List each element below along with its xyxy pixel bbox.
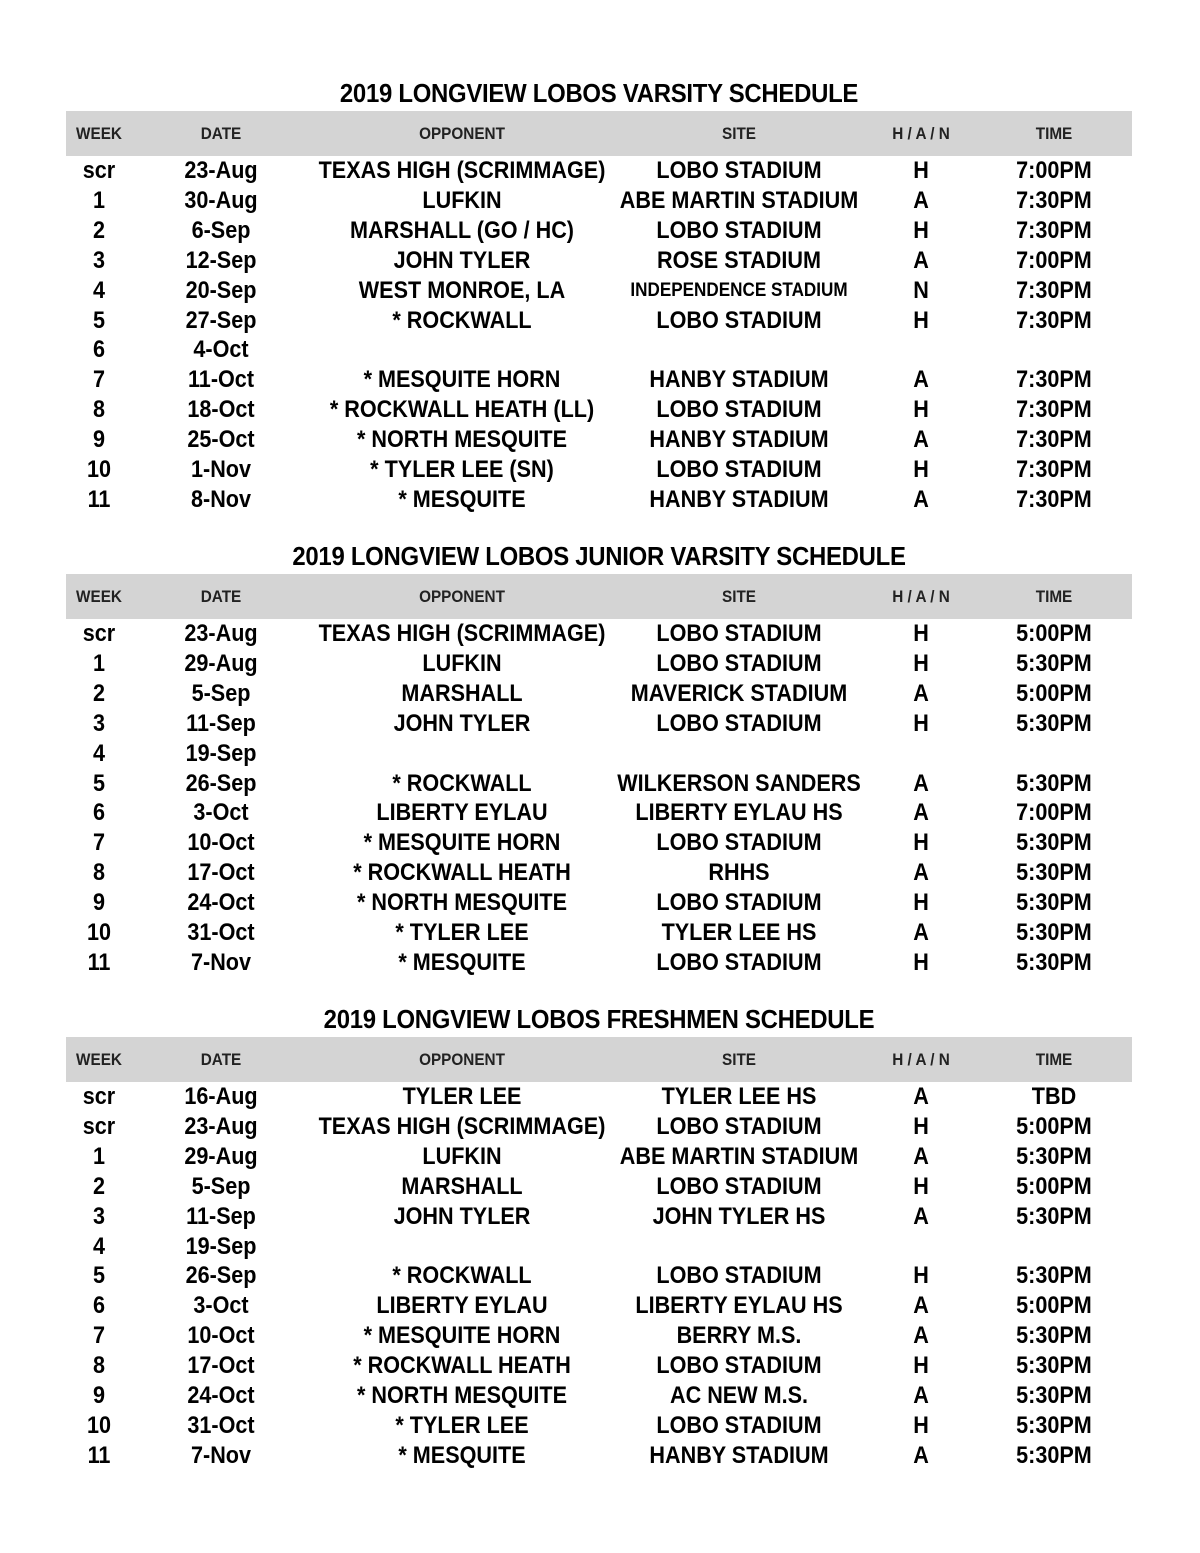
- schedule-title: 2019 LONGVIEW LOBOS FRESHMEN SCHEDULE: [323, 1004, 875, 1034]
- week-cell: scr: [82, 620, 116, 647]
- table-row: [66, 156, 1132, 186]
- date-cell: 17-Oct: [187, 859, 255, 887]
- table-row: [66, 828, 1132, 858]
- site-cell: [616, 1232, 863, 1262]
- home-away-neutral-cell: [885, 739, 957, 769]
- column-header-bar: [66, 1037, 1132, 1082]
- time-cell: 7:30PM: [1016, 276, 1092, 304]
- home-away-neutral-cell: A: [913, 1202, 929, 1230]
- home-away-neutral-cell: [885, 1232, 957, 1262]
- week-cell: 2: [92, 1172, 106, 1200]
- week-cell: 3: [92, 709, 106, 737]
- date-cell: 23-Aug: [184, 1112, 258, 1140]
- opponent-header: OPPONENT: [419, 124, 505, 143]
- date-cell: 26-Sep: [185, 769, 257, 797]
- site-cell: ROSE STADIUM: [656, 246, 821, 274]
- opponent-cell: [318, 335, 606, 365]
- time-cell: 7:30PM: [1016, 306, 1092, 334]
- date-cell: 18-Oct: [187, 396, 255, 424]
- site-cell: LOBO STADIUM: [656, 649, 822, 677]
- opponent-header: OPPONENT: [419, 1050, 505, 1069]
- home-away-neutral-cell: H: [913, 456, 929, 483]
- time-cell: [1002, 739, 1106, 769]
- home-away-neutral-header: H / A / N: [892, 124, 950, 143]
- opponent-cell: MARSHALL (GO / HC): [350, 216, 574, 244]
- time-cell: 7:30PM: [1016, 485, 1092, 513]
- date-cell: 6-Sep: [191, 216, 251, 244]
- date-cell: 7-Nov: [190, 1441, 252, 1469]
- home-away-neutral-cell: A: [913, 919, 929, 946]
- date-cell: 24-Oct: [187, 1382, 255, 1409]
- site-cell: AC NEW M.S.: [669, 1382, 808, 1409]
- table-row: [66, 918, 1132, 948]
- table-row: [66, 858, 1132, 888]
- date-cell: 1-Nov: [190, 456, 252, 483]
- home-away-neutral-cell: A: [913, 679, 929, 707]
- time-cell: 5:30PM: [1016, 1411, 1092, 1439]
- time-cell: [1002, 1232, 1106, 1262]
- time-cell: 5:30PM: [1016, 889, 1092, 917]
- opponent-cell: * ROCKWALL: [392, 306, 532, 334]
- week-cell: scr: [82, 157, 116, 184]
- site-cell: LIBERTY EYLAU HS: [635, 799, 843, 827]
- home-away-neutral-cell: A: [913, 799, 929, 827]
- date-cell: 10-Oct: [187, 1322, 255, 1350]
- date-cell: 16-Aug: [184, 1083, 258, 1110]
- time-header: TIME: [1035, 124, 1073, 143]
- opponent-cell: * ROCKWALL HEATH (LL): [329, 396, 595, 424]
- week-cell: 7: [92, 829, 106, 857]
- date-cell: 23-Aug: [184, 157, 258, 184]
- opponent-cell: TYLER LEE: [402, 1083, 522, 1110]
- opponent-cell: * MESQUITE HORN: [363, 366, 561, 394]
- week-cell: 4: [92, 276, 106, 304]
- opponent-cell: * NORTH MESQUITE: [356, 426, 568, 454]
- site-cell: LOBO STADIUM: [656, 306, 822, 334]
- date-cell: 31-Oct: [187, 919, 255, 946]
- site-cell: TYLER LEE HS: [661, 1083, 817, 1110]
- site-cell: HANBY STADIUM: [649, 366, 829, 394]
- time-cell: 5:30PM: [1016, 709, 1092, 737]
- table-row: [66, 709, 1132, 739]
- opponent-cell: MARSHALL: [401, 679, 523, 707]
- table-row: [66, 395, 1132, 425]
- week-header: WEEK: [76, 124, 122, 143]
- time-cell: 5:30PM: [1016, 948, 1092, 976]
- date-cell: 29-Aug: [184, 649, 258, 677]
- home-away-neutral-cell: N: [913, 276, 929, 304]
- home-away-neutral-cell: A: [913, 1322, 929, 1350]
- date-header: DATE: [200, 124, 242, 143]
- home-away-neutral-cell: A: [913, 1292, 929, 1320]
- table-row: [66, 1172, 1132, 1202]
- site-header: SITE: [721, 124, 757, 143]
- week-cell: 10: [86, 919, 112, 946]
- home-away-neutral-cell: A: [913, 1382, 929, 1409]
- site-cell: LOBO STADIUM: [656, 1352, 822, 1380]
- week-cell: 3: [92, 246, 106, 274]
- opponent-cell: WEST MONROE, LA: [358, 276, 566, 304]
- site-cell: LOBO STADIUM: [656, 396, 822, 424]
- table-row: [66, 1411, 1132, 1441]
- date-cell: 4-Oct: [193, 336, 249, 364]
- time-cell: 7:00PM: [1016, 157, 1092, 184]
- time-cell: 5:30PM: [1016, 769, 1092, 797]
- time-cell: 5:00PM: [1016, 1172, 1092, 1200]
- date-cell: 5-Sep: [191, 1172, 251, 1200]
- table-row: [66, 1351, 1132, 1381]
- home-away-neutral-cell: H: [913, 829, 929, 857]
- table-row: [66, 888, 1132, 918]
- site-cell: ABE MARTIN STADIUM: [619, 186, 859, 214]
- opponent-cell: LUFKIN: [422, 186, 502, 214]
- opponent-cell: [318, 739, 606, 769]
- week-cell: 1: [92, 649, 106, 677]
- week-cell: 1: [92, 186, 106, 214]
- opponent-cell: * ROCKWALL: [392, 1262, 532, 1290]
- site-cell: LOBO STADIUM: [656, 829, 822, 857]
- site-cell: TYLER LEE HS: [661, 919, 817, 946]
- time-cell: 5:30PM: [1016, 1262, 1092, 1290]
- table-row: [66, 1261, 1132, 1291]
- week-cell: 6: [92, 799, 106, 827]
- time-cell: 7:30PM: [1016, 186, 1092, 214]
- time-cell: 5:30PM: [1016, 1322, 1092, 1350]
- home-away-neutral-cell: H: [913, 620, 929, 647]
- date-cell: 17-Oct: [187, 1352, 255, 1380]
- week-cell: 10: [86, 456, 112, 483]
- date-cell: 30-Aug: [184, 186, 258, 214]
- time-cell: 5:30PM: [1016, 859, 1092, 887]
- site-cell: LOBO STADIUM: [656, 1112, 822, 1140]
- site-cell: LOBO STADIUM: [656, 1411, 822, 1439]
- time-cell: 5:30PM: [1016, 919, 1092, 946]
- home-away-neutral-cell: H: [913, 889, 929, 917]
- opponent-header: OPPONENT: [419, 587, 505, 606]
- table-row: [66, 485, 1132, 515]
- home-away-neutral-cell: A: [913, 1441, 929, 1469]
- time-cell: 7:30PM: [1016, 396, 1092, 424]
- table-row: [66, 679, 1132, 709]
- opponent-cell: LIBERTY EYLAU: [376, 1292, 548, 1320]
- week-cell: 11: [87, 485, 111, 513]
- week-cell: 8: [92, 1352, 106, 1380]
- home-away-neutral-cell: A: [913, 1083, 929, 1110]
- site-cell: LIBERTY EYLAU HS: [635, 1292, 843, 1320]
- table-row: [66, 769, 1132, 799]
- time-cell: 5:00PM: [1016, 679, 1092, 707]
- table-row: [66, 335, 1132, 365]
- date-cell: 29-Aug: [184, 1142, 258, 1170]
- site-cell: LOBO STADIUM: [656, 456, 822, 483]
- date-cell: 11-Sep: [186, 1202, 256, 1230]
- site-header: SITE: [721, 587, 757, 606]
- table-row: [66, 455, 1132, 485]
- time-cell: 5:30PM: [1016, 829, 1092, 857]
- opponent-cell: * MESQUITE: [398, 485, 526, 513]
- table-row: [66, 739, 1132, 769]
- site-cell: [616, 335, 863, 365]
- opponent-cell: * MESQUITE HORN: [363, 1322, 561, 1350]
- table-row: [66, 1291, 1132, 1321]
- opponent-cell: * ROCKWALL HEATH: [353, 859, 571, 887]
- opponent-cell: * TYLER LEE (SN): [370, 456, 554, 483]
- table-row: [66, 365, 1132, 395]
- time-cell: 5:00PM: [1016, 1112, 1092, 1140]
- time-header: TIME: [1035, 1050, 1073, 1069]
- week-cell: 7: [92, 366, 106, 394]
- date-cell: 20-Sep: [185, 276, 257, 304]
- week-cell: scr: [82, 1083, 116, 1110]
- table-row: [66, 1232, 1132, 1262]
- site-cell: WILKERSON SANDERS: [617, 769, 861, 797]
- table-row: [66, 425, 1132, 455]
- table-row: [66, 186, 1132, 216]
- home-away-neutral-cell: H: [913, 948, 929, 976]
- week-cell: 6: [92, 1292, 106, 1320]
- week-cell: scr: [82, 1112, 116, 1140]
- opponent-cell: TEXAS HIGH (SCRIMMAGE): [318, 157, 606, 184]
- opponent-cell: * MESQUITE HORN: [363, 829, 561, 857]
- table-row: [66, 1381, 1132, 1411]
- time-cell: 5:30PM: [1016, 1382, 1092, 1409]
- home-away-neutral-cell: A: [913, 186, 929, 214]
- week-cell: 8: [92, 396, 106, 424]
- date-cell: 12-Sep: [185, 246, 257, 274]
- week-cell: 11: [87, 1441, 111, 1469]
- week-cell: 3: [92, 1202, 106, 1230]
- opponent-cell: LIBERTY EYLAU: [376, 799, 548, 827]
- week-cell: 4: [92, 739, 106, 767]
- date-cell: 25-Oct: [187, 426, 255, 454]
- time-cell: [1002, 335, 1106, 365]
- opponent-cell: * ROCKWALL HEATH: [353, 1352, 571, 1380]
- time-cell: 5:30PM: [1016, 1142, 1092, 1170]
- time-cell: 5:30PM: [1016, 1352, 1092, 1380]
- table-row: [66, 1202, 1132, 1232]
- week-cell: 5: [92, 306, 106, 334]
- week-cell: 9: [92, 889, 106, 917]
- home-away-neutral-cell: H: [913, 1172, 929, 1200]
- site-header: SITE: [721, 1050, 757, 1069]
- home-away-neutral-cell: H: [913, 1411, 929, 1439]
- week-cell: 11: [87, 948, 111, 976]
- opponent-cell: * NORTH MESQUITE: [356, 1382, 568, 1409]
- time-cell: 7:30PM: [1016, 216, 1092, 244]
- site-cell: ABE MARTIN STADIUM: [619, 1142, 859, 1170]
- site-cell: [616, 739, 863, 769]
- home-away-neutral-cell: H: [913, 1262, 929, 1290]
- opponent-cell: TEXAS HIGH (SCRIMMAGE): [318, 1112, 606, 1140]
- site-cell: HANBY STADIUM: [649, 426, 829, 454]
- week-cell: 2: [92, 679, 106, 707]
- site-cell: MAVERICK STADIUM: [630, 679, 848, 707]
- home-away-neutral-cell: [885, 335, 957, 365]
- week-cell: 8: [92, 859, 106, 887]
- home-away-neutral-cell: H: [913, 1112, 929, 1140]
- week-cell: 10: [86, 1411, 112, 1439]
- date-cell: 10-Oct: [187, 829, 255, 857]
- opponent-cell: * ROCKWALL: [392, 769, 532, 797]
- date-header: DATE: [200, 1050, 242, 1069]
- week-cell: 9: [92, 426, 106, 454]
- site-cell: LOBO STADIUM: [656, 1172, 822, 1200]
- home-away-neutral-cell: A: [913, 485, 929, 513]
- table-row: [66, 1142, 1132, 1172]
- table-row: [66, 306, 1132, 336]
- date-cell: 19-Sep: [185, 1232, 257, 1260]
- site-cell: HANBY STADIUM: [649, 1441, 829, 1469]
- home-away-neutral-cell: H: [913, 396, 929, 424]
- time-cell: 5:30PM: [1016, 649, 1092, 677]
- week-cell: 5: [92, 1262, 106, 1290]
- schedule-title: 2019 LONGVIEW LOBOS JUNIOR VARSITY SCHEDULE: [292, 541, 906, 571]
- home-away-neutral-cell: A: [913, 859, 929, 887]
- column-header-bar: [66, 111, 1132, 156]
- table-row: [66, 216, 1132, 246]
- week-cell: 2: [92, 216, 106, 244]
- table-row: [66, 246, 1132, 276]
- table-row: [66, 619, 1132, 649]
- time-cell: 5:00PM: [1016, 1292, 1092, 1320]
- date-cell: 27-Sep: [185, 306, 257, 334]
- site-cell: LOBO STADIUM: [656, 157, 822, 184]
- table-row: [66, 948, 1132, 978]
- time-cell: TBD: [1031, 1083, 1077, 1110]
- table-row: [66, 1441, 1132, 1471]
- home-away-neutral-cell: A: [913, 366, 929, 394]
- week-cell: 5: [92, 769, 106, 797]
- site-cell: LOBO STADIUM: [656, 216, 822, 244]
- site-cell: RHHS: [708, 859, 770, 887]
- opponent-cell: * MESQUITE: [398, 948, 526, 976]
- week-header: WEEK: [76, 587, 122, 606]
- time-cell: 5:30PM: [1016, 1441, 1092, 1469]
- opponent-cell: JOHN TYLER: [393, 1202, 531, 1230]
- week-cell: 1: [92, 1142, 106, 1170]
- time-cell: 7:30PM: [1016, 366, 1092, 394]
- time-cell: 5:30PM: [1016, 1202, 1092, 1230]
- table-row: [66, 276, 1132, 306]
- date-cell: 5-Sep: [191, 679, 251, 707]
- table-row: [66, 1321, 1132, 1351]
- opponent-cell: TEXAS HIGH (SCRIMMAGE): [318, 620, 606, 647]
- opponent-cell: * NORTH MESQUITE: [356, 889, 568, 917]
- week-header: WEEK: [76, 1050, 122, 1069]
- site-cell: BERRY M.S.: [676, 1322, 802, 1350]
- home-away-neutral-cell: H: [913, 306, 929, 334]
- opponent-cell: JOHN TYLER: [393, 246, 531, 274]
- time-cell: 7:30PM: [1016, 456, 1092, 483]
- site-cell: HANBY STADIUM: [649, 485, 829, 513]
- opponent-cell: LUFKIN: [422, 649, 502, 677]
- site-cell: LOBO STADIUM: [656, 620, 822, 647]
- week-cell: 9: [92, 1382, 106, 1409]
- site-cell: LOBO STADIUM: [656, 1262, 822, 1290]
- table-row: [66, 1112, 1132, 1142]
- site-cell: LOBO STADIUM: [656, 709, 822, 737]
- date-cell: 31-Oct: [187, 1411, 255, 1439]
- home-away-neutral-cell: A: [913, 246, 929, 274]
- site-cell: INDEPENDENCE STADIUM: [630, 279, 848, 301]
- date-cell: 3-Oct: [193, 799, 249, 827]
- site-cell: LOBO STADIUM: [656, 948, 822, 976]
- home-away-neutral-cell: A: [913, 769, 929, 797]
- date-cell: 19-Sep: [185, 739, 257, 767]
- table-row: [66, 649, 1132, 679]
- home-away-neutral-header: H / A / N: [892, 1050, 950, 1069]
- column-header-bar: [66, 574, 1132, 619]
- site-cell: LOBO STADIUM: [656, 889, 822, 917]
- opponent-cell: * TYLER LEE: [395, 919, 529, 946]
- week-cell: 6: [92, 336, 106, 364]
- site-cell: JOHN TYLER HS: [652, 1202, 826, 1230]
- date-cell: 26-Sep: [185, 1262, 257, 1290]
- date-cell: 24-Oct: [187, 889, 255, 917]
- home-away-neutral-cell: H: [913, 216, 929, 244]
- time-cell: 7:30PM: [1016, 426, 1092, 454]
- opponent-cell: JOHN TYLER: [393, 709, 531, 737]
- home-away-neutral-cell: H: [913, 1352, 929, 1380]
- date-cell: 7-Nov: [190, 948, 252, 976]
- opponent-cell: MARSHALL: [401, 1172, 523, 1200]
- home-away-neutral-cell: H: [913, 649, 929, 677]
- table-row: [66, 1082, 1132, 1112]
- date-cell: 11-Oct: [187, 366, 255, 394]
- time-cell: 5:00PM: [1016, 620, 1092, 647]
- date-cell: 8-Nov: [190, 485, 252, 513]
- date-cell: 3-Oct: [193, 1292, 249, 1320]
- time-header: TIME: [1035, 587, 1073, 606]
- week-cell: 7: [92, 1322, 106, 1350]
- opponent-cell: LUFKIN: [422, 1142, 502, 1170]
- home-away-neutral-cell: A: [913, 1142, 929, 1170]
- home-away-neutral-cell: H: [913, 709, 929, 737]
- week-cell: 4: [92, 1232, 106, 1260]
- date-cell: 23-Aug: [184, 620, 258, 647]
- opponent-cell: * TYLER LEE: [395, 1411, 529, 1439]
- home-away-neutral-header: H / A / N: [892, 587, 950, 606]
- date-cell: 11-Sep: [186, 709, 256, 737]
- time-cell: 7:00PM: [1016, 799, 1092, 827]
- opponent-cell: [318, 1232, 606, 1262]
- schedule-title: 2019 LONGVIEW LOBOS VARSITY SCHEDULE: [339, 78, 859, 108]
- time-cell: 7:00PM: [1016, 246, 1092, 274]
- home-away-neutral-cell: H: [913, 157, 929, 184]
- opponent-cell: * MESQUITE: [398, 1441, 526, 1469]
- home-away-neutral-cell: A: [913, 426, 929, 454]
- table-row: [66, 798, 1132, 828]
- date-header: DATE: [200, 587, 242, 606]
